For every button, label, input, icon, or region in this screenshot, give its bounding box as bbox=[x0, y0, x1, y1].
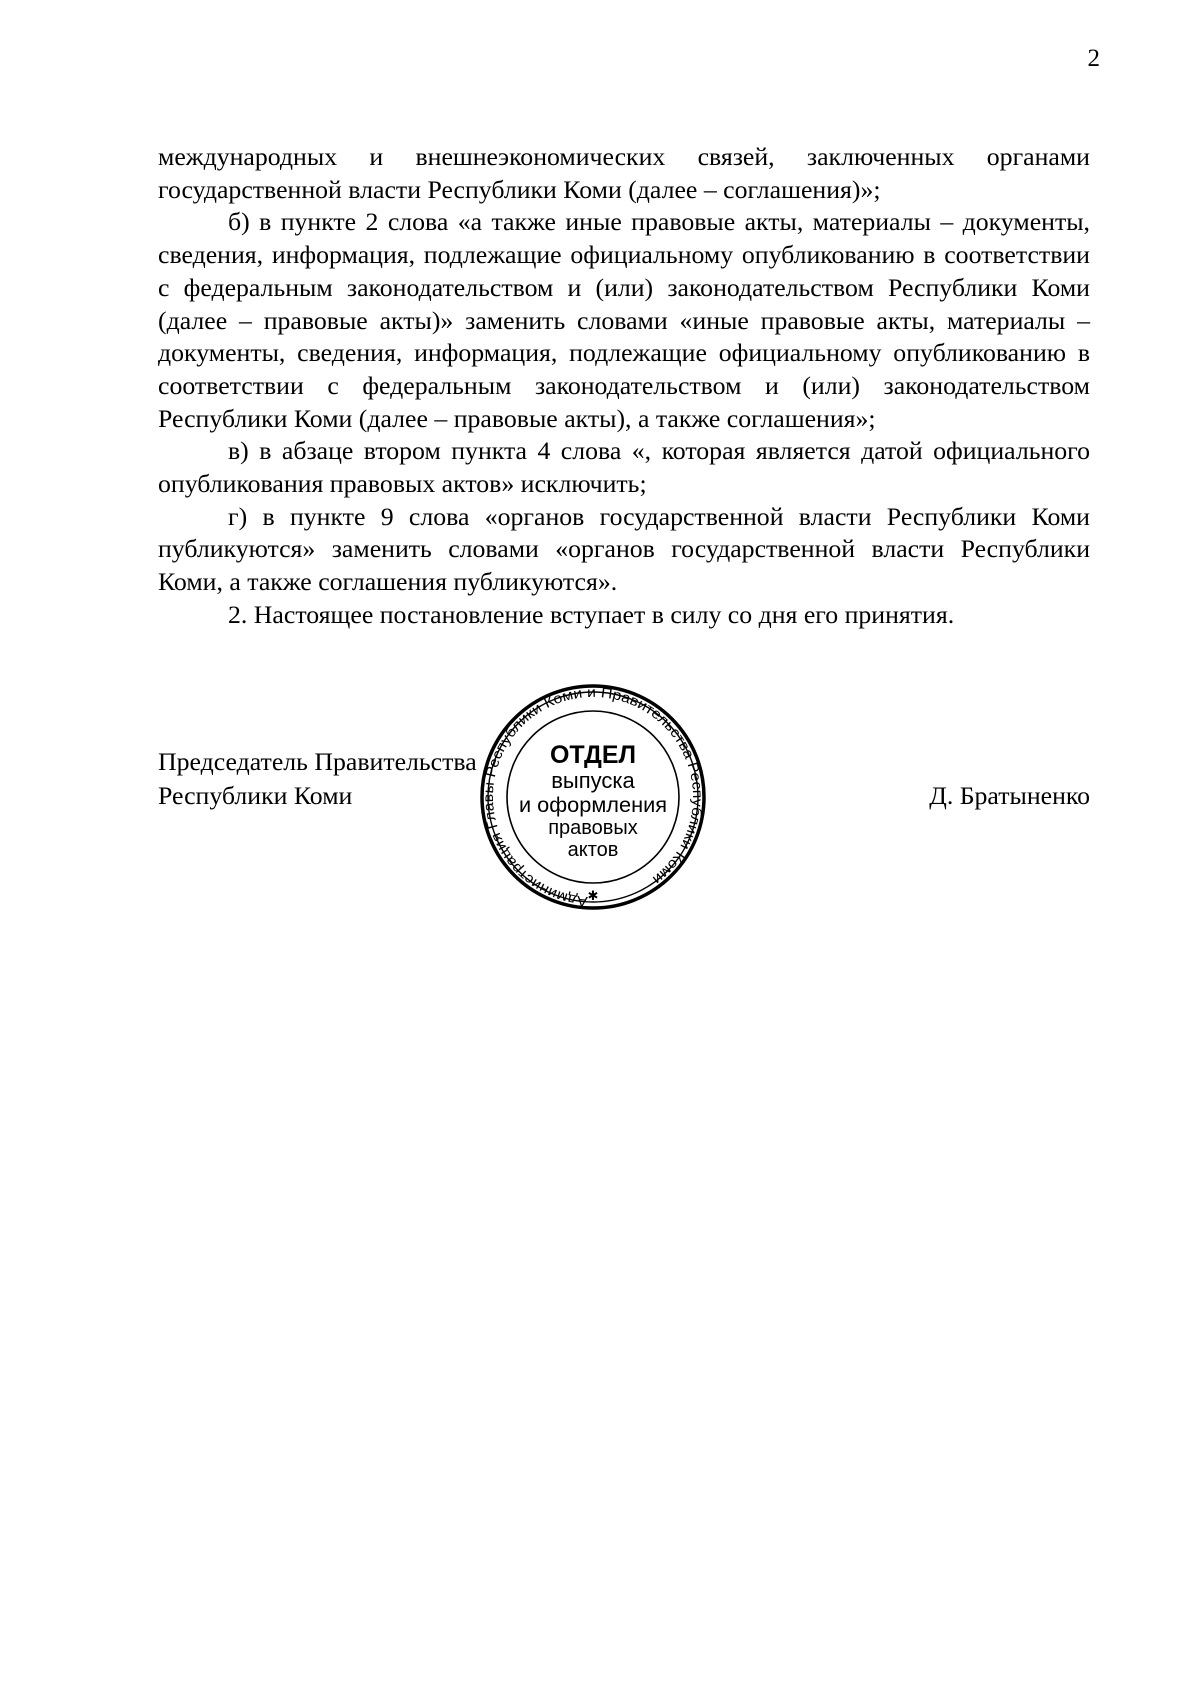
stamp-ring-text: Администрация Главы Республики Коми и Правительства Республики Коми bbox=[480, 684, 706, 909]
signature-name: Д. Братыненко bbox=[929, 781, 1090, 810]
page-number: 2 bbox=[1087, 45, 1100, 72]
stamp-star: ✱ bbox=[587, 889, 599, 904]
signature-position-line1: Председатель Правительства bbox=[158, 747, 477, 776]
paragraph-item-g: г) в пункте 9 слова «органов государственной власти Республики Коми публикуются» заменить словами «органов государственной власти Республики Коми, а также соглашения публикуются». bbox=[158, 501, 1090, 597]
stamp-center-line-2: выпуска bbox=[551, 768, 635, 793]
official-stamp bbox=[480, 684, 706, 910]
stamp-center-line-3: и оформления bbox=[519, 794, 667, 817]
paragraph-item-b: б) в пункте 2 слова «а также иные правовые акты, материалы – документы, сведения, информация, подлежащие официальному опубликованию в соответствии с федеральным законодательством и (или) законодательством Республики Коми (далее – правовые акты)» заменить словами «иные правовые акты, материалы – документы, сведения, информация, подлежащие официальному опубликованию в соответствии с федеральным законодательством и (или) законодательством Республики Коми (далее – правовые акты), а также соглашения»; bbox=[158, 207, 1090, 433]
signature-position-line2: Республики Коми bbox=[158, 781, 353, 810]
paragraph-item-v: в) в абзаце втором пункта 4 слова «, которая является датой официального опубликования правовых актов» исключить; bbox=[158, 436, 1090, 499]
paragraph-clause-2: 2. Настоящее постановление вступает в силу со дня его принятия. bbox=[228, 599, 955, 629]
paragraph-continuation: международных и внешнеэкономических связей, заключенных органами государственной власти Республики Коми (далее – соглашения)»; bbox=[158, 142, 1090, 204]
stamp-center-line-1: ОТДЕЛ bbox=[549, 741, 637, 769]
stamp-center-line-4: правовых bbox=[548, 817, 638, 839]
stamp-center-line-5: актов bbox=[567, 839, 619, 861]
document-body bbox=[158, 141, 1090, 632]
signature-position bbox=[158, 745, 477, 813]
